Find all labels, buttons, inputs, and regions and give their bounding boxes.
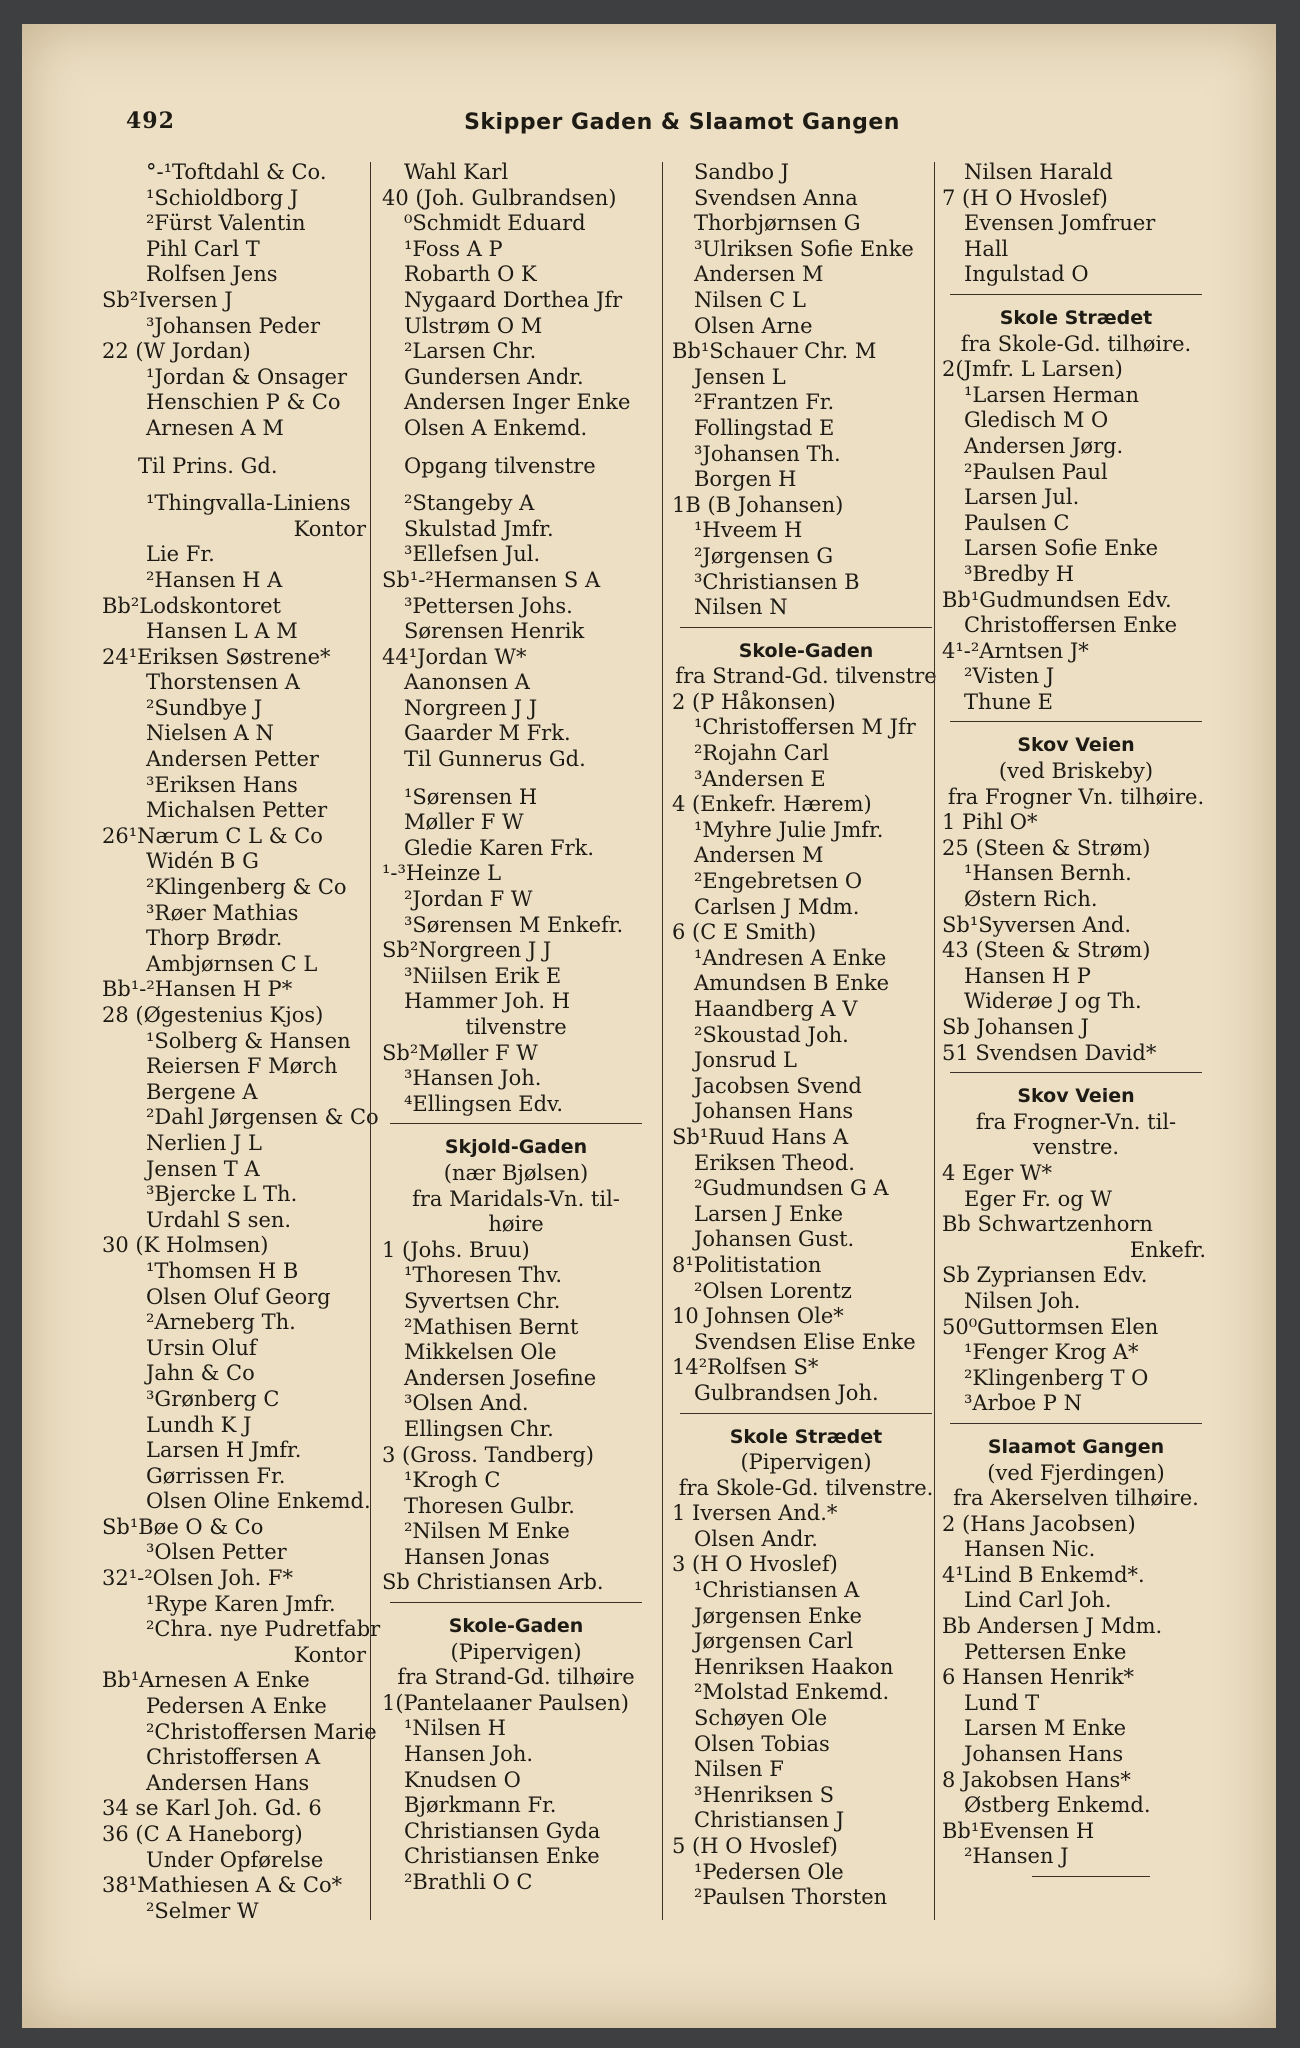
directory-entry: Gørrissen Fr. (146, 1463, 286, 1488)
directory-entry: Gledisch M O (964, 408, 1109, 433)
directory-entry: Widerøe J og Th. (964, 989, 1142, 1014)
directory-entry: Nilsen N (694, 595, 788, 620)
directory-entry: Sb¹-²Hermansen S A (382, 567, 601, 592)
directory-entry: fra Strand-Gd. tilhøire (397, 1665, 635, 1690)
directory-entry: Andersen M (694, 262, 824, 287)
directory-entry: Johansen Hans (694, 1099, 854, 1124)
directory-entry: Skulstad Jmfr. (404, 516, 554, 541)
directory-entry: ³Bjercke L Th. (146, 1182, 298, 1207)
directory-entry: ³Hansen Joh. (404, 1066, 542, 1091)
directory-entry: Jensen T A (146, 1156, 260, 1181)
directory-entry: Sb Christiansen Arb. (382, 1570, 604, 1595)
directory-entry: ¹Krogh C (404, 1468, 501, 1493)
directory-entry: Hansen Nic. (964, 1537, 1096, 1562)
directory-entry: ²Jørgensen G (694, 543, 834, 568)
directory-entry: ¹Nilsen H (404, 1716, 506, 1741)
directory-entry: ²Fürst Valentin (146, 211, 306, 236)
directory-entry: Lind Carl Joh. (964, 1588, 1112, 1613)
spacer (102, 442, 370, 454)
directory-entry: ²Chra. nye Pudretfabr (146, 1617, 381, 1642)
directory-entry: ³Ellefsen Jul. (404, 542, 541, 567)
directory-entry: Larsen Jul. (964, 485, 1080, 510)
directory-entry: Enkefr. (1129, 1237, 1206, 1262)
directory-entry: ²Olsen Lorentz (694, 1278, 852, 1303)
directory-entry: ³Niilsen Erik E (404, 963, 562, 988)
directory-entry: ³Andersen E (694, 766, 826, 791)
directory-entry: Andersen Josefine (404, 1365, 597, 1390)
directory-entry: 4¹-²Arntsen J* (942, 638, 1089, 663)
directory-entry: Carlsen J Mdm. (694, 894, 860, 919)
directory-entry: Hammer Joh. H (404, 989, 571, 1014)
directory-entry: ²Skoustad Joh. (694, 1022, 849, 1047)
directory-entry: Sb²Møller F W (382, 1040, 538, 1065)
directory-entry: 36 (C A Haneborg) (102, 1822, 303, 1846)
directory-entry: Ulstrøm O M (404, 313, 543, 338)
directory-entry: ¹Thingvalla-Liniens (146, 491, 351, 516)
directory-entry: Schøyen Ole (694, 1706, 828, 1731)
directory-entry: ¹Christoffersen M Jfr (694, 715, 916, 740)
directory-entry: Sb²Norgreen J J (382, 938, 552, 963)
directory-entry: 51 Svendsen David* (942, 1040, 1157, 1065)
column-3 (672, 160, 940, 1911)
directory-entry: tilvenstre (465, 1015, 567, 1039)
spacer (382, 442, 650, 454)
directory-entry: ²Frantzen Fr. (694, 390, 835, 415)
spacer (382, 773, 650, 785)
column-4 (942, 160, 1210, 1884)
directory-entry: 4 (Enkefr. Hærem) (672, 792, 872, 817)
directory-entry: Thorbjørnsen G (694, 211, 861, 236)
directory-entry: ³Bredby H (964, 561, 1075, 586)
directory-entry: ³Olsen And. (404, 1391, 529, 1416)
directory-entry: Sørensen Henrik (404, 619, 585, 644)
directory-entry: Jacobsen Svend (694, 1073, 862, 1098)
directory-entry: Hall (964, 236, 1009, 261)
directory-entry: ³Arboe P N (964, 1391, 1082, 1416)
column-divider (662, 162, 663, 1920)
directory-entry: ³Sørensen M Enkefr. (404, 912, 624, 937)
directory-entry: Haandberg A V (694, 997, 858, 1021)
directory-entry: Aanonsen A (404, 670, 530, 695)
directory-entry: Pedersen A Enke (146, 1694, 327, 1719)
directory-entry: 7 (H O Hvoslef) (942, 185, 1108, 210)
directory-entry: Gundersen Andr. (404, 364, 584, 389)
directory-entry: Widén B G (146, 849, 259, 874)
directory-entry: 8 Jakobsen Hans* (942, 1767, 1131, 1792)
directory-entry: ¹Thoresen Thv. (404, 1263, 563, 1288)
directory-entry: Hansen Jonas (404, 1544, 550, 1569)
street-heading: Skole-Gaden (448, 1615, 584, 1638)
directory-entry: Borgen H (694, 467, 797, 492)
directory-entry: ³Røer Mathias (146, 900, 299, 925)
directory-entry: Svendsen Elise Enke (694, 1329, 916, 1354)
directory-entry: Nilsen Harald (964, 160, 1113, 184)
section-rule (382, 1596, 650, 1610)
directory-entry: ²Klingenberg T O (964, 1365, 1149, 1390)
section-rule (672, 621, 940, 635)
directory-entry: ¹Schioldborg J (146, 185, 299, 210)
directory-entry: Syvertsen Chr. (404, 1288, 561, 1313)
directory-entry: høire (488, 1212, 544, 1237)
directory-entry: 5 (H O Hvoslef) (672, 1834, 838, 1858)
directory-entry: ¹-³Heinze L (382, 861, 502, 886)
directory-entry: ⁰Schmidt Eduard (404, 211, 586, 236)
directory-entry: ¹Thomsen H B (146, 1258, 299, 1283)
column-2 (382, 160, 650, 1896)
directory-entry: Under Opførelse (146, 1847, 324, 1872)
directory-entry: Larsen J Enke (694, 1201, 844, 1226)
directory-entry: Paulsen C (964, 510, 1070, 535)
directory-entry: Sb¹Bøe O & Co (102, 1514, 264, 1539)
directory-entry: (ved Fjerdingen) (987, 1460, 1165, 1485)
section-rule (382, 1117, 650, 1131)
section-rule (942, 1417, 1210, 1431)
directory-entry: (nær Bjølsen) (443, 1160, 589, 1185)
street-heading: Slaamot Gangen (987, 1435, 1165, 1458)
directory-entry: Til Gunnerus Gd. (404, 747, 586, 772)
street-heading: Skov Veien (1017, 1085, 1135, 1108)
directory-entry: ¹Larsen Herman (964, 382, 1140, 407)
directory-entry: Andersen Hans (146, 1770, 310, 1795)
directory-entry: Follingstad E (694, 415, 835, 440)
directory-entry: 6 Hansen Henrik* (942, 1665, 1135, 1690)
directory-entry: 2 (Hans Jacobsen) (942, 1511, 1136, 1536)
directory-entry: 26¹Nærum C L & Co (102, 823, 323, 848)
directory-entry: Robarth O K (404, 262, 537, 287)
directory-entry: ²Sundbye J (146, 695, 263, 720)
directory-entry: 28 (Øgestenius Kjos) (102, 1003, 324, 1027)
directory-entry: Mikkelsen Ole (404, 1340, 557, 1365)
directory-entry: Olsen Andr. (694, 1526, 818, 1551)
directory-entry: ¹Sørensen H (404, 784, 538, 809)
directory-entry: ¹Solberg & Hansen (146, 1028, 351, 1053)
directory-entry: 2 (P Håkonsen) (672, 689, 836, 714)
directory-entry: Jonsrud L (694, 1048, 797, 1073)
directory-entry: Eriksen Theod. (694, 1150, 855, 1175)
directory-entry: Nilsen Joh. (964, 1288, 1081, 1313)
directory-entry: Johansen Gust. (694, 1227, 855, 1252)
directory-entry: Lund T (964, 1690, 1040, 1715)
directory-entry: 30 (K Holmsen) (102, 1233, 269, 1258)
directory-entry: Bb¹Arnesen A Enke (102, 1668, 310, 1693)
directory-entry: ¹Rype Karen Jmfr. (146, 1591, 336, 1616)
directory-entry: ²Molstad Enkemd. (694, 1680, 890, 1705)
directory-entry: 1 Pihl O* (942, 810, 1038, 835)
directory-entry: Gledie Karen Frk. (404, 835, 595, 860)
directory-entry: Lie Fr. (146, 542, 215, 567)
directory-entry: Christoffersen Enke (964, 613, 1178, 638)
directory-entry: Ingulstad O (964, 262, 1089, 287)
directory-entry: (Pipervigen) (450, 1639, 582, 1664)
directory-entry: 6 (C E Smith) (672, 920, 817, 945)
page-title: Skipper Gaden & Slaamot Gangen (464, 110, 900, 135)
directory-entry: Thune E (964, 689, 1054, 714)
spacer (102, 479, 370, 491)
directory-entry: Kontor (293, 1642, 366, 1667)
directory-entry: Henschien P & Co (146, 390, 341, 415)
directory-entry: venstre. (1032, 1135, 1120, 1160)
directory-entry: Nilsen C L (694, 287, 806, 312)
spacer (382, 479, 650, 491)
directory-entry: Urdahl S sen. (146, 1207, 292, 1232)
directory-entry: Jensen L (694, 364, 786, 389)
directory-entry: Larsen M Enke (964, 1716, 1127, 1741)
directory-entry: fra Maridals-Vn. til- (412, 1186, 620, 1211)
directory-entry: ²Larsen Chr. (404, 339, 537, 364)
directory-entry: ¹Fenger Krog A* (964, 1340, 1139, 1365)
directory-entry: 40 (Joh. Gulbrandsen) (382, 185, 617, 210)
directory-entry: Christiansen Gyda (404, 1818, 601, 1843)
directory-entry: Ursin Oluf (146, 1335, 257, 1360)
directory-entry: ³Johansen Peder (146, 313, 320, 338)
directory-entry: Bb Schwartzenhorn (942, 1212, 1153, 1237)
directory-entry: (Pipervigen) (740, 1450, 872, 1475)
directory-entry: Rolfsen Jens (146, 262, 278, 287)
directory-entry: Thorp Brødr. (146, 926, 283, 951)
directory-entry: Olsen Arne (694, 313, 813, 338)
column-1 (102, 160, 381, 1924)
directory-entry: 1 Iversen And.* (672, 1501, 838, 1526)
directory-entry: ³Olsen Petter (146, 1540, 287, 1565)
directory-entry: 14²Rolfsen S* (672, 1355, 819, 1380)
directory-entry: 3 (Gross. Tandberg) (382, 1442, 594, 1467)
directory-entry: Gaarder M Frk. (404, 721, 571, 746)
section-rule (672, 1407, 940, 1421)
directory-entry: Hansen L A M (146, 619, 298, 644)
directory-entry: ⁴Ellingsen Edv. (404, 1091, 564, 1116)
directory-entry: ²Arneberg Th. (146, 1310, 296, 1335)
directory-entry: Svendsen Anna (694, 185, 858, 210)
directory-entry: Østern Rich. (964, 887, 1098, 912)
directory-entry: Michalsen Petter (146, 798, 328, 823)
directory-entry: Olsen Oline Enkemd. (146, 1489, 371, 1514)
directory-entry: ¹Jordan & Onsager (146, 364, 347, 389)
directory-entry: Nygaard Dorthea Jfr (404, 287, 623, 312)
directory-entry: ²Mathisen Bernt (404, 1314, 579, 1339)
street-heading: Skole-Gaden (738, 639, 874, 662)
directory-entry: Bergene A (146, 1079, 258, 1104)
street-heading: Skole Strædet (729, 1425, 883, 1448)
directory-entry: Arnesen A M (146, 415, 284, 440)
directory-entry: Christoffersen A (146, 1745, 321, 1770)
directory-entry: Lundh K J (146, 1412, 252, 1437)
column-divider (370, 162, 371, 1920)
section-rule (942, 715, 1210, 729)
directory-entry: fra Skole-Gd. tilvenstre. (678, 1475, 934, 1500)
directory-entry: fra Frogner-Vn. til- (975, 1109, 1177, 1134)
directory-entry: Bb Andersen J Mdm. (942, 1614, 1163, 1639)
directory-entry: Amundsen B Enke (694, 971, 890, 996)
directory-entry: 3 (H O Hvoslef) (672, 1552, 838, 1577)
directory-entry: Olsen Oluf Georg (146, 1284, 331, 1309)
directory-entry: 8¹Politistation (672, 1252, 822, 1277)
directory-entry: Møller F W (404, 810, 524, 835)
directory-entry: Kontor (293, 516, 366, 541)
directory-entry: 22 (W Jordan) (102, 339, 251, 364)
directory-entry: ²Hansen J (964, 1844, 1069, 1869)
directory-entry: ²Jordan F W (404, 887, 533, 912)
directory-entry: ¹Myhre Julie Jmfr. (694, 817, 884, 842)
directory-entry: Andersen Jørg. (964, 433, 1124, 458)
directory-entry: 4¹Lind B Enkemd*. (942, 1562, 1145, 1587)
directory-entry: Jahn & Co (146, 1361, 255, 1386)
section-rule (942, 1066, 1210, 1080)
directory-entry: Wahl Karl (404, 160, 509, 184)
directory-entry: ¹Foss A P (404, 236, 503, 261)
directory-entry: Nilsen F (694, 1757, 784, 1782)
directory-entry: ²Dahl Jørgensen & Co (146, 1105, 379, 1130)
directory-entry: Andersen Inger Enke (404, 390, 631, 415)
directory-entry: Jørgensen Enke (694, 1603, 862, 1628)
directory-page (22, 24, 1276, 2028)
directory-entry: ²Nilsen M Enke (404, 1519, 570, 1544)
directory-entry: Johansen Hans (964, 1742, 1124, 1767)
directory-entry: Larsen Sofie Enke (964, 536, 1159, 561)
directory-entry: Opgang tilvenstre (404, 453, 596, 478)
directory-entry: Thorstensen A (146, 670, 300, 695)
directory-entry: 2(Jmfr. L Larsen) (942, 357, 1123, 382)
directory-entry: ³Christiansen B (694, 569, 860, 594)
directory-entry: ²Christoffersen Marie (146, 1719, 377, 1744)
directory-entry: ³Pettersen Johs. (404, 593, 573, 618)
directory-entry: 34 se Karl Joh. Gd. 6 (102, 1796, 322, 1821)
directory-entry: Bb¹-²Hansen H P* (102, 977, 293, 1002)
directory-entry: Reiersen F Mørch (146, 1054, 338, 1079)
directory-entry: Nerlien J L (146, 1130, 262, 1155)
section-rule (942, 1870, 1210, 1884)
directory-entry: ¹Hveem H (694, 518, 803, 543)
directory-entry: Østberg Enkemd. (964, 1793, 1151, 1818)
directory-entry: Ellingsen Chr. (404, 1416, 554, 1441)
directory-entry: ³Eriksen Hans (146, 772, 298, 797)
directory-entry: Bb¹Schauer Chr. M (672, 339, 877, 364)
directory-entry: fra Strand-Gd. tilvenstre (675, 664, 937, 689)
directory-entry: 43 (Steen & Strøm) (942, 938, 1151, 963)
directory-entry: 24¹Eriksen Søstrene* (102, 644, 331, 669)
directory-entry: ²Paulsen Thorsten (694, 1885, 888, 1910)
directory-entry: Christiansen Enke (404, 1844, 600, 1869)
directory-entry: Sb²Iversen J (102, 287, 233, 312)
directory-entry: ²Engebretsen O (694, 869, 863, 894)
directory-entry: 50⁰Guttormsen Elen (942, 1314, 1159, 1339)
directory-entry: Knudsen O (404, 1767, 521, 1792)
directory-entry: Pihl Carl T (146, 236, 260, 261)
street-heading: Skjold-Gaden (444, 1136, 588, 1159)
directory-entry: Bjørkmann Fr. (404, 1793, 557, 1818)
directory-entry: fra Frogner Vn. tilhøire. (947, 784, 1205, 809)
directory-entry: 4 Eger W* (942, 1160, 1053, 1185)
directory-entry: 1(Pantelaaner Paulsen) (382, 1690, 629, 1715)
directory-entry: Olsen A Enkemd. (404, 415, 588, 440)
directory-entry: ²Selmer W (146, 1898, 259, 1923)
directory-entry: Evensen Jomfruer (964, 211, 1156, 236)
directory-entry: Ambjørnsen C L (146, 951, 318, 976)
directory-entry: Hansen Joh. (404, 1742, 534, 1767)
directory-entry: Norgreen J J (404, 695, 538, 720)
page-number: 492 (126, 108, 175, 134)
directory-entry: Andersen Petter (146, 747, 319, 772)
directory-entry: Jørgensen Carl (694, 1629, 854, 1654)
directory-entry: Bb²Lodskontoret (102, 593, 281, 618)
directory-entry: ³Henriksen S (694, 1782, 834, 1807)
directory-entry: ¹Hansen Bernh. (964, 861, 1132, 886)
directory-entry: Bb¹Evensen H (942, 1818, 1095, 1843)
directory-entry: 1B (B Johansen) (672, 492, 844, 517)
directory-entry: 25 (Steen & Strøm) (942, 835, 1151, 860)
directory-entry: Nielsen A N (146, 721, 274, 746)
directory-entry: Pettersen Enke (964, 1639, 1127, 1664)
directory-entry: ³Johansen Th. (694, 441, 841, 466)
directory-entry: ²Brathli O C (404, 1870, 533, 1894)
directory-entry: ³Grønberg C (146, 1386, 280, 1411)
directory-entry: Sb Zypriansen Edv. (942, 1263, 1148, 1288)
directory-entry: Sb¹Syversen And. (942, 912, 1132, 937)
directory-entry: Gulbrandsen Joh. (694, 1380, 879, 1405)
directory-entry: Hansen H P (964, 963, 1091, 988)
directory-entry: fra Akerselven tilhøire. (953, 1486, 1199, 1511)
directory-entry: ¹Andresen A Enke (694, 945, 887, 970)
directory-entry: Olsen Tobias (694, 1731, 830, 1756)
directory-entry: Larsen H Jmfr. (146, 1438, 302, 1463)
directory-entry: 1 (Johs. Bruu) (382, 1237, 530, 1262)
directory-entry: 44¹Jordan W* (382, 644, 527, 669)
directory-entry: ¹Christiansen A (694, 1578, 860, 1603)
directory-entry: ²Rojahn Carl (694, 741, 829, 766)
directory-entry: ²Visten J (964, 664, 1055, 689)
directory-entry: Eger Fr. og W (964, 1186, 1112, 1211)
directory-entry: ²Stangeby A (404, 491, 535, 516)
directory-entry: ²Klingenberg & Co (146, 875, 347, 900)
directory-entry: Henriksen Haakon (694, 1654, 894, 1679)
directory-entry: Sb Johansen J (942, 1015, 1089, 1039)
street-heading: Skole Strædet (999, 306, 1153, 329)
directory-entry: Til Prins. Gd. (138, 453, 278, 478)
directory-entry: ²Hansen H A (146, 567, 283, 592)
directory-entry: fra Skole-Gd. tilhøire. (960, 331, 1192, 356)
street-heading: Skov Veien (1017, 734, 1135, 757)
directory-entry: (ved Briskeby) (998, 759, 1154, 784)
directory-entry: °-¹Toftdahl & Co. (146, 160, 327, 184)
directory-entry: ²Gudmundsen G A (694, 1176, 889, 1201)
section-rule (942, 288, 1210, 302)
directory-entry: Andersen M (694, 843, 824, 868)
directory-entry: ¹Pedersen Ole (694, 1859, 844, 1884)
column-divider (934, 162, 935, 1920)
directory-entry: Thoresen Gulbr. (404, 1493, 575, 1518)
directory-entry: Sandbo J (694, 160, 790, 184)
directory-entry: Sb¹Ruud Hans A (672, 1124, 849, 1149)
directory-entry: 32¹-²Olsen Joh. F* (102, 1566, 293, 1591)
directory-entry: ²Paulsen Paul (964, 459, 1108, 484)
directory-entry: 38¹Mathiesen A & Co* (102, 1873, 343, 1898)
directory-entry: Christiansen J (694, 1808, 845, 1833)
directory-entry: Bb¹Gudmundsen Edv. (942, 587, 1172, 612)
directory-entry: 10 Johnsen Ole* (672, 1304, 844, 1329)
directory-entry: ³Ulriksen Sofie Enke (694, 236, 914, 261)
